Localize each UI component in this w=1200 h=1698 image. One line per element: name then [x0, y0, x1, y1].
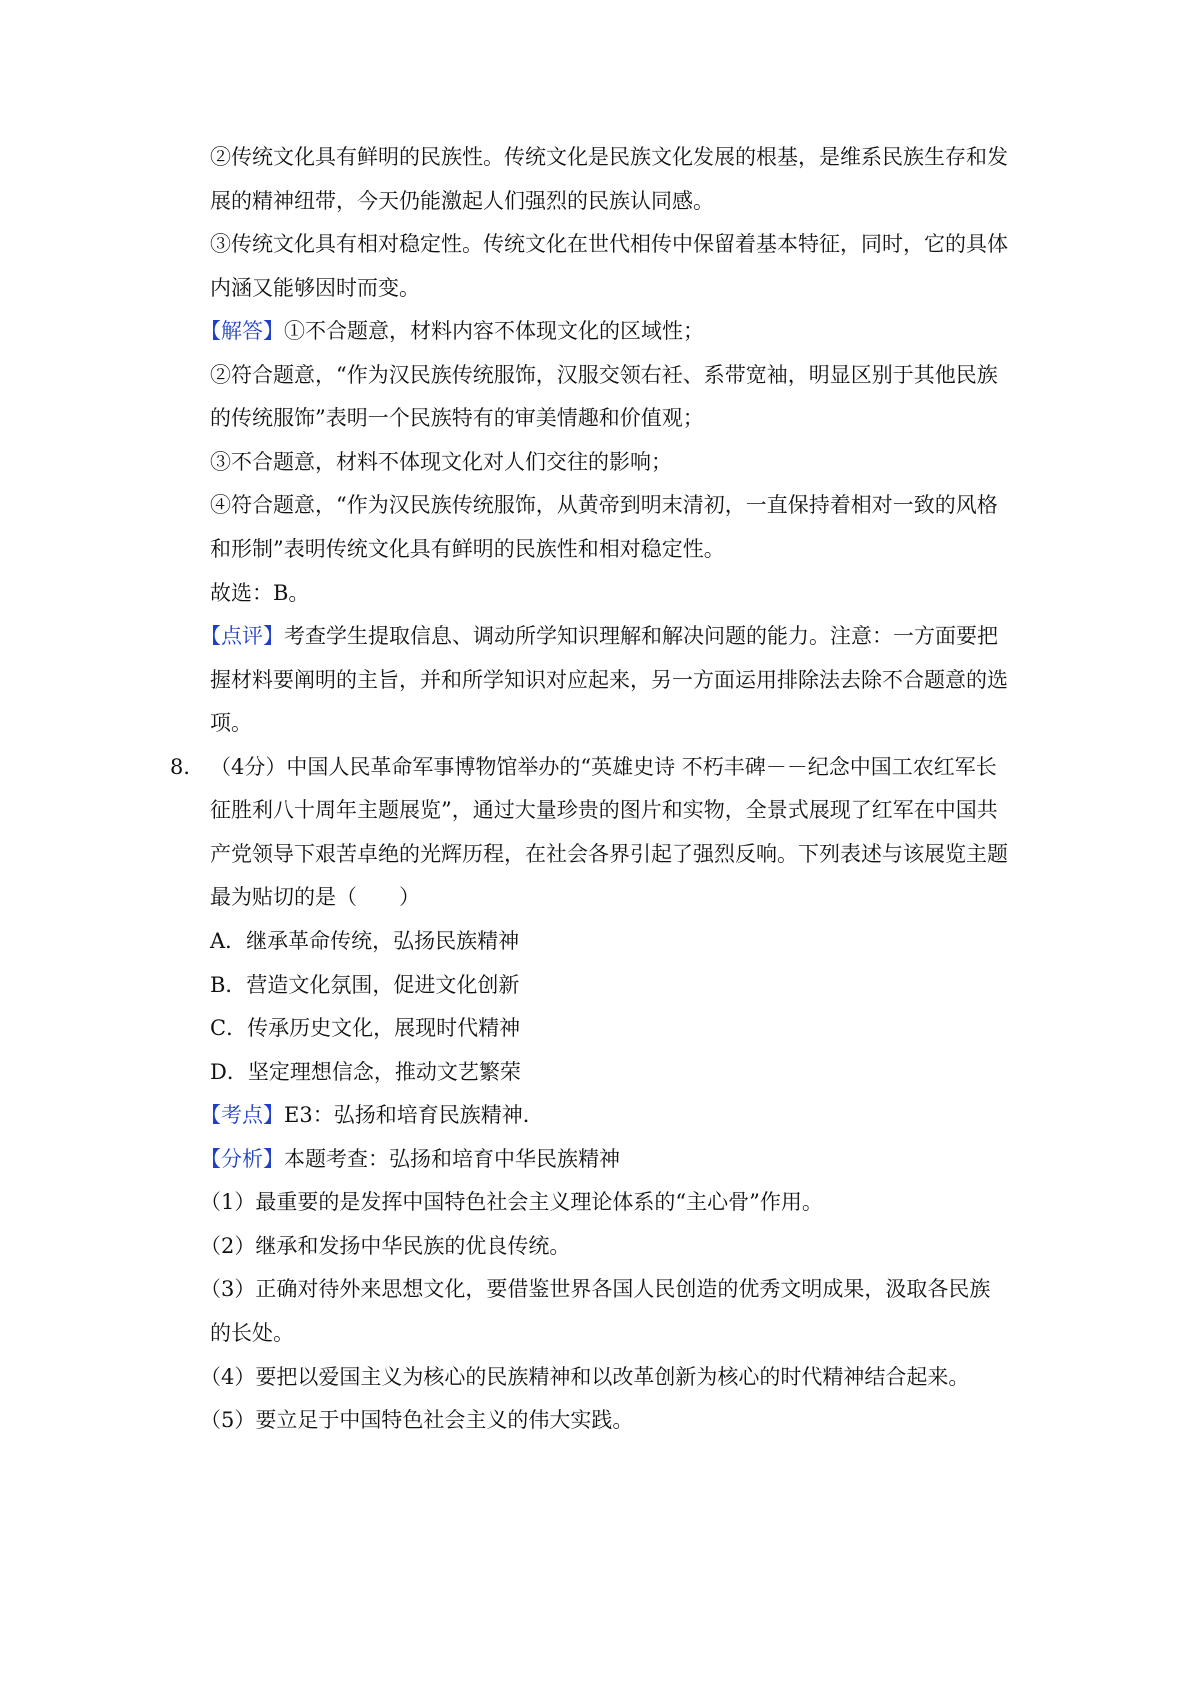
fenxi-tag: 【分析】 — [200, 1147, 284, 1171]
point-2: （2）继承和发扬中华民族的优良传统。 — [200, 1234, 571, 1258]
point-3-cont: 的长处。 — [210, 1321, 294, 1345]
point-1: （1）最重要的是发挥中国特色社会主义理论体系的“主心骨”作用。 — [200, 1190, 823, 1214]
question-text: （4分）中国人民革命军事博物馆举办的“英雄史诗 不朽丰碑－－纪念中国工农红军长 — [210, 755, 997, 779]
answer-tag: 【解答】 — [200, 319, 284, 343]
option-a: A．继承革命传统，弘扬民族精神 — [210, 929, 520, 953]
answer-text: ①不合题意，材料内容不体现文化的区域性； — [284, 319, 704, 343]
fenxi-line — [200, 1144, 1020, 1174]
point-3: （3）正确对待外来思想文化，要借鉴世界各国人民创造的优秀文明成果，汲取各民族 — [200, 1277, 991, 1301]
option-b: B．营造文化氛围，促进文化创新 — [210, 973, 520, 997]
text-line: ②传统文化具有鲜明的民族性。传统文化是民族文化发展的根基，是维系民族生存和发 — [210, 145, 1008, 169]
text-line: 和形制”表明传统文化具有鲜明的民族性和相对稳定性。 — [210, 537, 725, 561]
kaodian-line — [200, 1100, 1020, 1130]
answer-choice: 故选：B。 — [210, 581, 310, 605]
question-text: 征胜利八十周年主题展览”，通过大量珍贵的图片和实物，全景式展现了红军在中国共 — [210, 798, 998, 822]
comment-line — [200, 621, 1020, 651]
question-8-line — [170, 752, 997, 782]
text-line: 的传统服饰”表明一个民族特有的审美情趣和价值观； — [210, 406, 704, 430]
comment-tag: 【点评】 — [200, 624, 284, 648]
fenxi-text: 本题考查：弘扬和培育中华民族精神 — [284, 1147, 620, 1171]
answer-line — [200, 316, 1020, 346]
text-line: ②符合题意，“作为汉民族传统服饰，汉服交领右衽、系带宽袖，明显区别于其他民族 — [210, 363, 998, 387]
text-line: ③传统文化具有相对稳定性。传统文化在世代相传中保留着基本特征，同时，它的具体 — [210, 232, 1008, 256]
point-4: （4）要把以爱国主义为核心的民族精神和以改革创新为核心的时代精神结合起来。 — [200, 1365, 970, 1389]
comment-text: 考查学生提取信息、调动所学知识理解和解决问题的能力。注意：一方面要把 — [284, 624, 998, 648]
text-line: 项。 — [210, 711, 252, 735]
text-line: 内涵又能够因时而变。 — [210, 276, 420, 300]
option-d: D．坚定理想信念，推动文艺繁荣 — [210, 1060, 521, 1084]
text-line: ③不合题意，材料不体现文化对人们交往的影响； — [210, 450, 672, 474]
kaodian-text: E3：弘扬和培育民族精神． — [284, 1103, 544, 1127]
option-c: C．传承历史文化，展现时代精神 — [210, 1016, 521, 1040]
question-text: 最为贴切的是（ ） — [210, 885, 420, 909]
text-line: 握材料要阐明的主旨，并和所学知识对应起来，另一方面运用排除法去除不合题意的选 — [210, 668, 1008, 692]
text-line: ④符合题意，“作为汉民族传统服饰，从黄帝到明末清初，一直保持着相对一致的风格 — [210, 493, 998, 517]
question-number: 8． — [170, 755, 205, 779]
point-5: （5）要立足于中国特色社会主义的伟大实践。 — [200, 1408, 634, 1432]
question-text: 产党领导下艰苦卓绝的光辉历程，在社会各界引起了强烈反响。下列表述与该展览主题 — [210, 842, 1008, 866]
text-line: 展的精神纽带，今天仍能激起人们强烈的民族认同感。 — [210, 189, 714, 213]
kaodian-tag: 【考点】 — [200, 1103, 284, 1127]
